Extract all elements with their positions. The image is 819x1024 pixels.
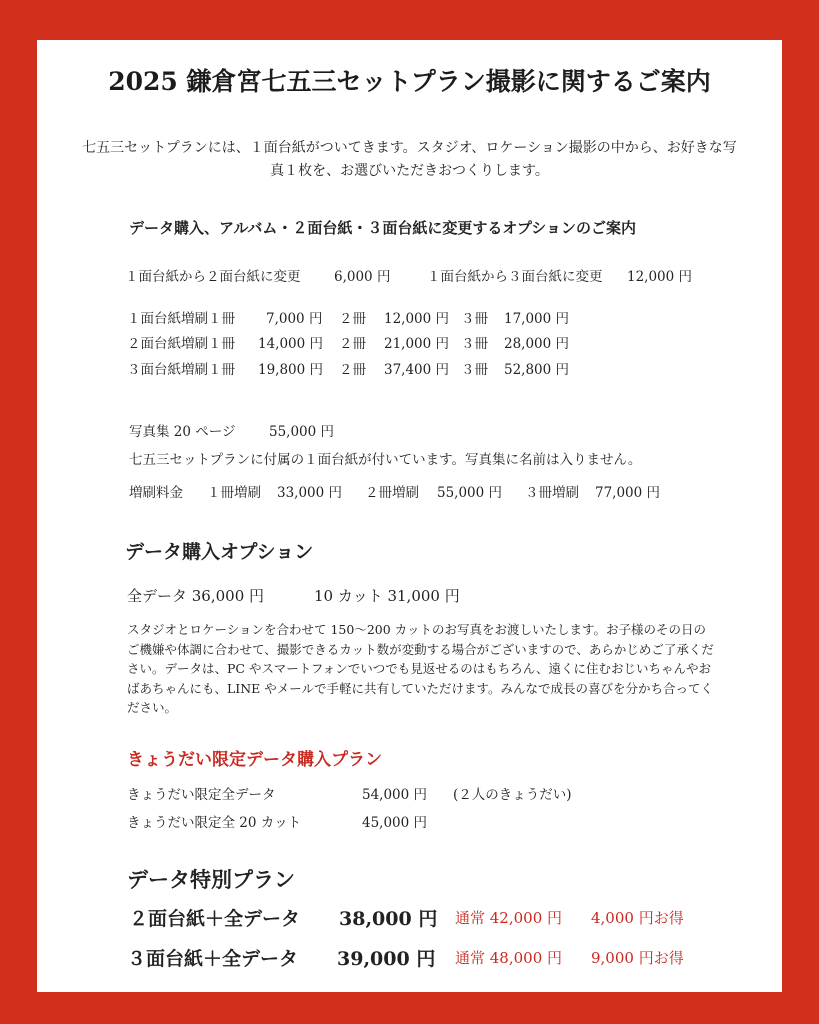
- reprint-row-1-l2: ２冊: [339, 311, 366, 327]
- reprint-row-3-p2: 37,400 円: [384, 362, 450, 378]
- data-option-heading: データ購入オプション: [125, 541, 314, 563]
- sibling-row1-price: 54,000 円: [362, 787, 428, 803]
- photobook-label: 写真集 20 ページ: [129, 424, 236, 440]
- special-plan-1-price: 38,000 円: [339, 908, 438, 930]
- reprint-row-2-label: ２面台紙増刷１冊: [127, 336, 235, 352]
- change-1to3-label: １面台紙から３面台紙に変更: [427, 269, 603, 285]
- special-plan-2-label: ３面台紙＋全データ: [127, 948, 299, 970]
- reprint-row-1-label: １面台紙増刷１冊: [127, 311, 235, 327]
- special-heading: データ特別プラン: [127, 867, 295, 892]
- intro-text: 七五三セットプランには、１面台紙がついてきます。スタジオ、ロケーション撮影の中から、お好きな写真１枚を、お選びいただきおつくりします。: [82, 140, 737, 179]
- reprint-row-3-l3: ３冊: [461, 362, 488, 378]
- reprint-row-1-l3: ３冊: [461, 311, 488, 327]
- data-option-10cuts: 10 カット 31,000 円: [314, 587, 460, 605]
- reprint-row-2-l3: ３冊: [461, 336, 488, 352]
- change-1to3-price: 12,000 円: [627, 269, 693, 285]
- sibling-row1-note: (２人のきょうだい): [453, 787, 572, 803]
- special-plan-2-savings: 9,000 円お得: [591, 949, 684, 967]
- change-1to2-label: １面台紙から２面台紙に変更: [125, 269, 301, 285]
- special-plan-2-regular: 通常 48,000 円: [455, 949, 563, 967]
- reprint-row-2-p2: 21,000 円: [384, 336, 450, 352]
- data-option-paragraph: スタジオとロケーションを合わせて 150〜200 カットのお写真をお渡しいたします。お子様のその日のご機嫌や体調に合わせて、撮影できるカット数が変動する場合がございますので、あらかじめご了承ください。データは、PC やスマートフォンでいつでも見返せるのはもちろん、遠くに住むおじいちゃんやおばあちゃんにも、LINE やメールで手軽に共有していただけます。みんなで成長の喜びを分かち合ってください。: [127, 622, 714, 715]
- reprint-row-3-label: ３面台紙増刷１冊: [127, 362, 235, 378]
- sibling-heading: きょうだい限定データ購入プラン: [127, 750, 382, 770]
- reprint-row-3-l2: ２冊: [339, 362, 366, 378]
- special-plan-2-price: 39,000 円: [337, 948, 436, 970]
- reprint-row-2-p3: 28,000 円: [504, 336, 570, 352]
- photobook-r3-price: 77,000 円: [595, 485, 661, 501]
- page-title: 2025 鎌倉宮七五三セットプラン撮影に関するご案内: [108, 67, 711, 96]
- special-plan-1-regular: 通常 42,000 円: [455, 909, 563, 927]
- special-plan-1-savings: 4,000 円お得: [591, 909, 684, 927]
- photobook-note: 七五三セットプランに付属の１面台紙が付いています。写真集に名前は入りません。: [129, 452, 642, 468]
- photobook-price: 55,000 円: [269, 424, 335, 440]
- info-card: [37, 40, 782, 992]
- options-heading: データ購入、アルバム・２面台紙・３面台紙に変更するオプションのご案内: [129, 219, 637, 237]
- photobook-reprint-label: 増刷料金: [129, 485, 183, 501]
- reprint-row-3-p3: 52,800 円: [504, 362, 570, 378]
- photobook-r3-label: ３冊増刷: [525, 485, 579, 501]
- photobook-r1-price: 33,000 円: [277, 485, 343, 501]
- reprint-row-2-l2: ２冊: [339, 336, 366, 352]
- reprint-row-3-p1: 19,800 円: [258, 362, 324, 378]
- reprint-row-1-p2: 12,000 円: [384, 311, 450, 327]
- special-plan-1-label: ２面台紙＋全データ: [129, 908, 301, 930]
- data-option-all: 全データ 36,000 円: [127, 587, 265, 605]
- reprint-row-1-p3: 17,000 円: [504, 311, 570, 327]
- sibling-row1-label: きょうだい限定全データ: [127, 787, 276, 803]
- photobook-r2-label: ２冊増刷: [365, 485, 419, 501]
- photobook-r1-label: １冊増刷: [207, 485, 261, 501]
- reprint-row-1-p1: 7,000 円: [266, 311, 323, 327]
- sibling-row2-label: きょうだい限定全 20 カット: [127, 815, 302, 831]
- sibling-row2-price: 45,000 円: [362, 815, 428, 831]
- change-1to2-price: 6,000 円: [334, 269, 391, 285]
- reprint-row-2-p1: 14,000 円: [258, 336, 324, 352]
- photobook-r2-price: 55,000 円: [437, 485, 503, 501]
